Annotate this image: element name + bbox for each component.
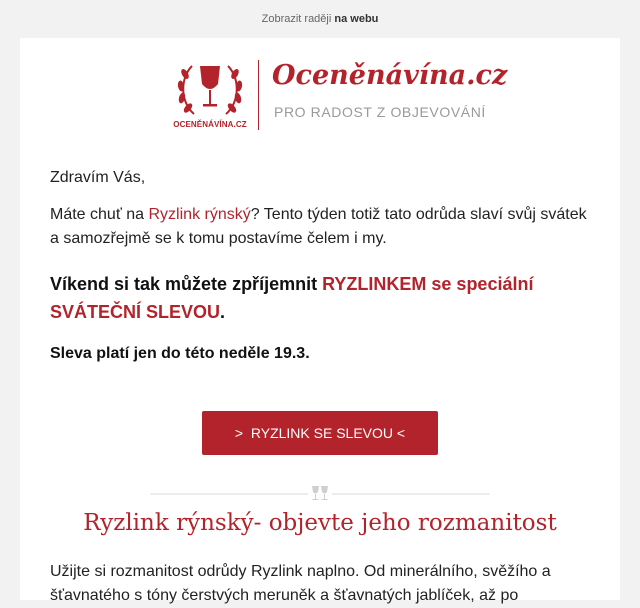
logo-divider <box>258 60 259 130</box>
brand-logo[interactable] <box>170 56 508 138</box>
preheader <box>0 0 640 38</box>
greeting: Zdravím Vás, <box>50 169 146 186</box>
section-title: Ryzlink rýnský- objevte jeho rozmanitost <box>83 510 557 536</box>
intro-text-end: ? Tento týden totiž tato odrůda slaví svůj svátek a samozřejmě se k tomu postavíme čelem i my. <box>50 206 587 247</box>
preheader-text: Zobrazit raději <box>261 13 332 25</box>
brand-tagline: PRO RADOST Z OBJEVOVÁNÍ <box>274 104 486 120</box>
promo-headline <box>50 270 590 326</box>
headline-text-end: . <box>220 302 226 322</box>
intro-paragraph <box>50 203 590 251</box>
section-paragraph: Užijte si rozmanitost odrůdy Ryzlink naplno. Od minerálního, svěžího a šťavnatého s tóny čerstvých meruněk a šťavnatých jablíček, až po <box>50 563 551 604</box>
cta-label: > RYZLINK SE SLEVOU < <box>234 425 406 441</box>
view-on-web-link[interactable]: na webu <box>334 13 379 25</box>
ryzlink-discount-button[interactable] <box>202 411 438 455</box>
headline-highlight: RYZLINKEM se speciální SVÁTEČNÍ SLEVOU <box>50 274 534 322</box>
logo-seal-text: OCENĚNÁVÍNA.CZ <box>173 120 247 129</box>
ryzlink-link[interactable]: Ryzlink rýnský <box>148 206 251 223</box>
validity-note: Sleva platí jen do této neděle 19.3. <box>50 345 310 362</box>
headline-text-start: Víkend si tak můžete zpříjemnit <box>50 274 323 294</box>
email-card <box>20 38 620 604</box>
brand-name: Oceněnávína.cz <box>272 60 508 91</box>
intro-text-start: Máte chuť na <box>50 206 149 223</box>
ornament-divider <box>140 482 500 504</box>
wine-glasses-icon <box>312 486 328 500</box>
